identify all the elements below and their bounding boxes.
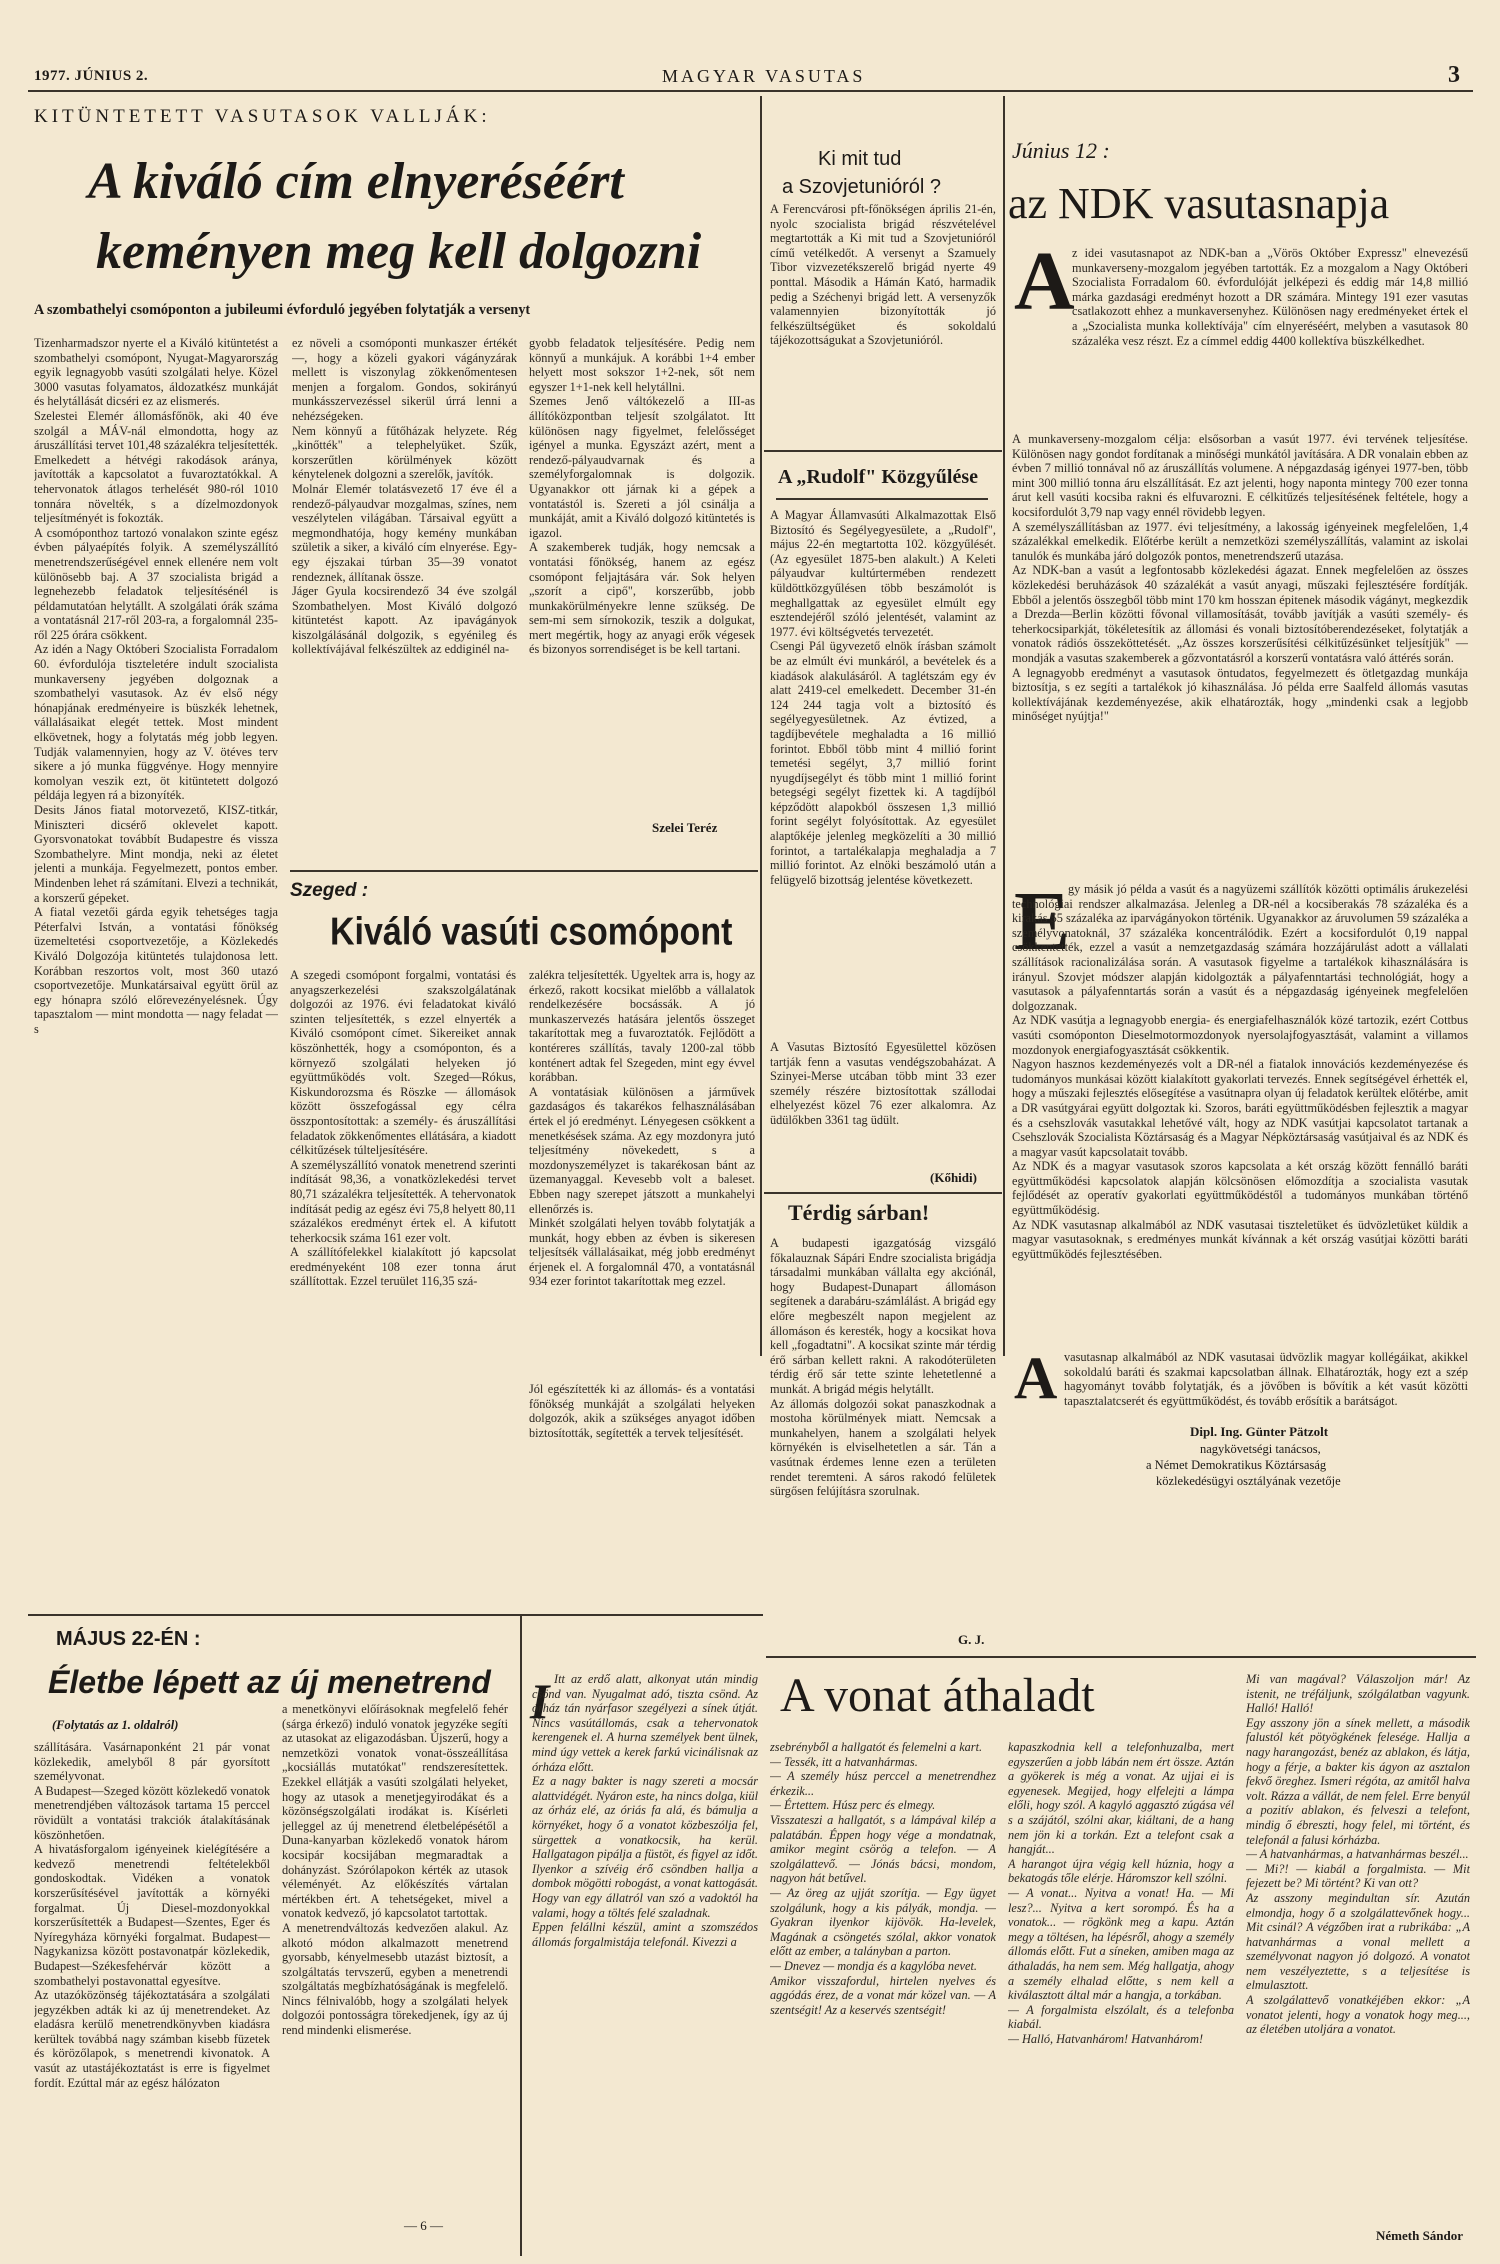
article-headline: A „Rudolf" Közgyűlése — [778, 466, 978, 488]
article-column: Tizenharmadszor nyerte el a Kiváló kitüntetést a szombathelyi csomópont, Nyugat-Magyarország egyik legnagyobb vasúti szolgálati helye. Közel 3000 vasutas folyamatos, áldozatkész munkáját és helytállását dicséri ez az elismerés. Szelestei Elemér állomásfőnök, aki 40 éve szolgál a MÁV-nál elmondotta, hogy az áruszállítási tervet 101,48 százalékra teljesítették. Emelkedett a hétvégi rakodások aránya, javították a kapcsolatot a fuvaroztatókkal. A tehervonatok átlagos terhelését 980-ról 1010 tonnára növelték, s a dízelmozdonyok teljesítményét is fokozták. A csomóponthoz tartozó vonalakon szinte egész évben pályaépítés folyik. A személyszállító menetrendszerűségével ennek ellenére nem volt különösebb baj. A 37 szocialista brigád a legnehezebb feladatok teljesítésénél is példamutatóan helytállt. A szolgálati órák száma a vontatásnál 217-ről 203-ra, a forgalomnál 235-ről 225 órára csökkent. Az idén a Nagy Októberi Szocialista Forradalom 60. évfordulója tiszteletére indult szocialista munkaverseny jegyében dolgoznak a szombathelyi vasutasok. Az év első négy hónapjának eredményeire is büszkék lehetnek, vállalásaikat elegét tettek. Most mindent elkövetnek, hogy a folytatás még jobb legyen. Tudják valamennyien, hogy az V. ötéves terv sikere a jó munka függvénye. Hogy mennyire komolyan veszik ezt, öt kitüntetett dolgozó példája legyen rá a bizonyíték. Desits János fiatal motorvezető, KISZ-titkár, Miniszteri dicsérő oklevelet kapott. Gyorsvonatokat továbbít Budapestre és vissza Szombathelyre. Mint mondja, neki az életet jelenti a munkája. Fegyelmezett, pontos ember. Mindenben lehet rá számítani. Elvezi a technikát, a korszerű gépeket. A fiatal vezetői gárda egyik tehetséges tagja Péterfalvi István, a vontatási főnökség üzemeltetési csoportvezetője, a Közlekedés Kiváló Dolgozója kitüntetés tulajdonosa lett. Korábban reszortos volt, most 360 utazó csoportvezetője. Munkatársaival együtt örül az egy hónapra szóló előrevezényelésnek. Úgy tapasztalom — mint mondotta — nagy feladat — s — [34, 336, 278, 1036]
article-headline: az NDK vasutasnapja — [1008, 179, 1390, 228]
author-signature: Dipl. Ing. Günter Pätzolt — [1190, 1424, 1329, 1439]
author-title: nagykövetségi tanácsos, — [1200, 1442, 1321, 1456]
article-column: szállítására. Vasárnaponként 21 pár vonat közlekedik, amelyből 8 pár gyorsított személyvonat. A Budapest—Szeged között közlekedő vonatok menetrendjében változások tartama 15 perccel rövidült a vontatási trakciók átalakításának köszönhetően. A hivatásforgalom igényeinek kielégítésére a kedvező menetrendi feltételekből gondoskodtak. Vidéken a vonatok korszerűsítésével javították a környéki forgalmat. Új Diesel-mozdonyokkal korszerűsítették a Budapest—Szentes, Eger és Nyíregyháza környéki forgalmat. Budapest—Nagykanizsa között postavonatpár közlekedik, Budapest—Székesfehérvár között a szombathelyi postavonattal egyesítve. Az utazóközönség tájékoztatására a szolgálati jegyzékben adták ki az új menetrendeket. Az eladásra kerülő menetrendkönyvben kiadásra kerültek továbbá nagy számban kisebb füzetek és körözőlapok, s menetrendi kivonatok. A vasút az utastájékoztatást is erre is figyelmet fordít. Ezúttal már az egész hálózaton — [34, 1740, 270, 2090]
continuation-note: (Folytatás az 1. oldalról) — [52, 1718, 179, 1732]
article-kicker: KITÜNTETETT VASUTASOK VALLJÁK: — [34, 106, 491, 127]
article-body: A Vasutas Biztosító Egyesülettel közösen tartják fenn a vasutas vendégszobaházat. A Szinyei-Merse utcában több mint 33 ezer személy részére biztosítottak szállodai elhelyezést közel 76 ezer alkalomra. Az üdülőkben 3361 tag üdült. — [770, 1040, 996, 1127]
article-column: zsebrényből a hallgatót és felemelni a kart. — Tessék, itt a hatvanhármas. — A személy húsz perccel a menetrendhez érkezik... — Értettem. Húsz perc és elmegy. Visszateszi a hallgatót, s a lámpával kilép a palatábán. Éppen hogy vége a mondatnak, amikor megint csörög a telefon. — A szolgálattevő. — Jónás bácsi, mondom, nagyon hát betűvel. — Az öreg az ujját szorítja. — Egy ügyet szolgálunk, hogy a kis pályák, mondja. — Gyakran ilyenkor kijövök. Ha-levelek, Magának a csöngetés szólal, akkor vonatok előtt az ember, a talányban a parton. — Dnevez — mondja és a kagylóba nevet. Amikor visszafordul, hirtelen nyelves és aggódás érez, de a vonat már közel van. — A szentségit! Az a keservés szentségit! — [770, 1740, 996, 2017]
page-number: 3 — [1448, 62, 1460, 88]
author-signature: G. J. — [958, 1632, 985, 1647]
article-column: kapaszkodnia kell a telefonhuzalba, mert egyszerűen a jobb lábán nem ért össze. Aztán a gyökerek is még a vonat. Az ujjai ei is egyenesek. Megijed, hogy elfelejti a lámpa előli, hogy szól. A kagyló aggasztó zúgása vél s a szájától, szólni akar, kiáltani, de a hang nem jön ki a torkán. Ezt a telefont csak a hangját... A harangot újra végig kell húznia, hogy a bekatogás tőle elérje. Háromszor kell szólni. — A vonat... Nyitva a vonat! Ha. — Mi lesz?... Nyitva a kert sorompó. És ha a vonatok... — rögkönk meg a kapu. Aztán megy a töltésen, ha lépésről, ahogy a személy állomás előtt. Fut a síneken, amiben maga az áthaladás, ha nem sem. Még hallgatja, ahogy a személy elhalad előtte, s nem kell a kiválasztott által már a hangja, a torkában. — A forgalmista elszólalt, és a telefonba kiabál. — Halló, Hatvanhárom! Hatvanhárom! — [1008, 1740, 1234, 2046]
article-column: Mi van magával? Válaszoljon már! Az istenit, ne tréfáljunk, szólgálatban vagyunk. Halló! Halló! Egy asszony jön a sínek mellett, a második falustól két pötyögkének felesége. Hallja a nagy harangozást, benéz az ablakon, és látja, hogy a férje, a bakter kis ágyon az asztalon fekvő öreghez. Ismeri régóta, az amitől halva volt. Rázza a vállát, de nem felel. Erre benyúl a pozitív ablakon, és felveszi a telefont, mindig ő ébreszti, hogy felel, mi történt, és telefonál a falusi kórházba. — A hatvanhármas, a hatvanhármas beszél... — Mi?! — kiabál a forgalmista. — Mit fejezett be? Mi történt? Ki van ott? Az asszony megindultan sír. Azután elmondja, hogy ő a szolgálattevőnek hogy... Mit csinál? A végzőben irat a rubrikába: „A hatvanhármas a vonal mellett a személyvonat nagyon jó dolgozó. A vonatot nem veszélyeztette, s a teljesítése is elmulasztott. A szolgálattevő vonatkéjében ekkor: „A vonatot jelenti, hogy a vonatok hogy meg..., az életében utoljára a vonatot. — [1246, 1672, 1470, 2037]
author-title: közlekedésügyi osztályának vezetője — [1156, 1474, 1341, 1488]
article-headline: Kiváló vasúti csomópont — [330, 910, 733, 954]
section-rule — [28, 1614, 763, 1616]
drop-cap: I — [530, 1673, 550, 1729]
article-column: Itt az erdő alatt, alkonyat után mindig csönd van. Nyugalmat adó, tiszta csönd. Az órház tán nyárfasor szegélyezi a sínek útját. Nincs vasútállomás, csak a tehervonatok kerengenek el. A hurna személyek bent ülnek, mind úgy vettek a kerek farkú vicinálisnak az órháza előtt. Ez a nagy bakter is nagy szereti a mocsár alattvidégét. Nyáron este, ha nincs dolga, kiül az órház elé, az óriás fa alá, és bámulja a környéket, hogy ő a vonatot közbeszólja fel, sürgettek a vonatkocsik, ha kerül. Hallgatagon pipálja a füstöt, és figyel az időt. Ilyenkor a szívéig érő csöndben hallja a dombok mögötti robogást, a vonat kattogását. Hogy van egy állatról van szó a vadoktól ha valami, hogy a töltés felé szaladnak. Eppen felállni készül, amint a szomszédos állomás forgalmistája telefonál. Kivezzi a — [532, 1672, 758, 1949]
article-headline: Életbe lépett az új menetrend — [48, 1664, 491, 1700]
article-subtitle: A szombathelyi csomóponton a jubileumi évforduló jegyében folytatják a versenyt — [34, 302, 531, 318]
article-paragraph: vasutasnap alkalmából az NDK vasutasai üdvözlik magyar kollégáikat, akikkel sokoldalú baráti és szakmai kapcsolatban állnak. Elhatározták, hogy ezt a szép hagyományt tovább folytatják, és a jövőben is bővítik a két vasút közötti tapasztalatcserét és együttműködést, és tovább erősítik a barátságot. — [1064, 1350, 1468, 1408]
section-rule — [290, 870, 758, 872]
column-rule — [1003, 96, 1005, 1356]
issue-date: 1977. JÚNIUS 2. — [34, 68, 149, 84]
column-rule — [760, 96, 762, 1356]
author-signature: Szelei Teréz — [652, 820, 718, 835]
column-rule — [520, 1616, 522, 2256]
drop-cap: A — [1014, 235, 1075, 328]
article-headline: Térdig sárban! — [788, 1200, 930, 1225]
article-kicker: Június 12 : — [1012, 138, 1110, 163]
newspaper-name: MAGYAR VASUTAS — [662, 66, 866, 86]
article-paragraph: z idei vasutasnapot az NDK-ban a „Vörös Október Expressz" elnevezésű munkaverseny-mozgalom jegyében tartották. Ez a mozgalom a Nagy Októberi Szocialista Forradalom 60. évfordulóját jelképezi és eddig már 14,8 millió márka gazdasági eredményt hozott a DR számára. Mintegy 191 ezer vasutas csatlakozott ehhez a munkaversenyhez. Különösen nagy eredményeket értek el a „Szocialista munka kollektívája" cím elnyeréséért, melyben a vasutasok 80 százaléka vesz részt. Ez a címmel eddig 4400 kollektíva büszkélkedhet. — [1072, 246, 1468, 348]
headline-underline — [776, 498, 988, 500]
article-body: A budapesti igazgatóság vizsgáló főkalauznak Sápári Endre szocialista brigádja társadalmi munkában vállalta egy akciónál, hogy Budapest-Dunapart állomáson segítenek a darabáru-számlálást. A brigád egy előre megbeszélt napon megjelent az állomáson és keresték, hogy a kocsikat hova kell „fogadtatni". A kocsikat szinte már térdig érő sárban kellett rakni. A rakodóterületen térdig érő sár tette szinte lehetetlenné a munkát. A brigád mégis helytállt. Az állomás dolgozói sokat panaszkodnak a mostoha körülmények miatt. Nemcsak a munkahelyen, hanem a szolgálati helyek környékén is elviselhetetlen a sár. Tán a vasútnak érdemes lenne ezen a területen rendet teremteni. A sáros rakodó felületek sürgősen felújításra szorulnak. — [770, 1236, 996, 1499]
article-column: ez növeli a csomóponti munkaszer értékét —, hogy a közeli gyakori vágányzárak mellett is viszonylag zökkenőmentesen menjen a forgalom. Gondos, sokirányú munkásszervezéssel sikerül úrrá lenni a nehézségeken. Nem könnyű a fűtőházak helyzete. Rég „kinőtték" a telephelyüket. Szűk, korszerűtlen körülmények között kénytelenek dolgozni a szerelők, javítók. Molnár Elemér tolatásvezető 17 éve él a rendező-pályaudvar mozgalmas, színes, nem veszélytelen világában. Társaival együtt a megmondhatója, hogy kemény munkában születik a siker, a kiváló cím elnyerése. Egy-egy éjszakai túrban 35—39 vonatot rendeznek, állítanak össze. Jáger Gyula kocsirendező 34 éve szolgál Szombathelyen. Most Kiváló dolgozó kitüntetést kapott. Az ipavágányok kiszolgálásánál dolgozik, s egyénileg és kollektívájával felkészültek az eddiginél na- — [292, 336, 517, 657]
section-rule — [764, 1192, 1002, 1194]
article-column: gyobb feladatok teljesítésére. Pedig nem könnyű a munkájuk. A korábbi 1+4 ember helyett most sokszor 1+2-nek, sőt nem egyszer 1+1-nek kell helytállni. Szemes Jenő váltókezelő a III-as állítóközpontban teljesít szolgálatot. Itt különösen nagy figyelmet, felelősséget igényel a munka. Egyszázt azért, ment a rendező-pályaudvarnak és a személyforgalomnak is dolgozik. Ugyanakkor ott járnak ki a gépek a vontatástól is. Szereti a jól csinálja a munkáját, amit a Kiváló dolgozó kitüntetés is igazol. A szakemberek tudják, hogy nemcsak a vontatási főnökség, hanem az egész csomópont feljajtására vár. Sok helyen „szorít a cipő", korszerűbb, jobb munkakörülményekre lenne szükség. De sem-mi sem sírnokozik, teszik a dolgukat, mert megértik, hogy az anyagi erők végesek és bizonyos sorrendiséget is be kell tartani. — [529, 336, 755, 657]
section-rule — [766, 1656, 1476, 1658]
article-kicker: Szeged : — [290, 880, 369, 901]
author-signature: Németh Sándor — [1376, 2228, 1464, 2243]
article-headline-line2: keményen meg kell dolgozni — [96, 223, 702, 280]
article-column: zalékra teljesítették. Ugyeltek arra is, hogy az érkező, rakott kocsikat mielőbb a vállalatok rendelkezésére bocsássák. A jó munkaszervezés hatására jelentős összeget takarítottak meg a fuvaroztatók. Fejlődött a kontéreres szállítás, tavaly 1200-zal több konténert adtak fel Szegeden, mint egy évvel korábban. A vontatásiak különösen a járművek gazdaságos és takarékos felhasználásában értek el jó eredményt. Lényegesen csökkent a menetkésések száma. Az egy mozdonyra jutó teljesítmény növekedett, s a mozdonyszemélyzet is takarékosan bánt az üzemanyaggal. Kevesebb volt a baleset. Ebben nagy szerepet játszott a munkahelyi ellenőrzés is. Minkét szolgálati helyen tovább folytatják a munkát, hogy ebben az évben is sikeresen teljesítsék vállalásaikat, még jobb eredményt érjenek el. A forgalomnál 470, a vontatásnál 934 ezer forintot takarítottak meg ezzel. — [529, 968, 755, 1289]
article-headline-line1: A kiváló cím elnyeréséért — [88, 153, 624, 210]
article-paragraph: gy másik jó példa a vasút és a nagyüzemi szállítók közötti optimális árukezelési technológiai rendszer alkalmazása. Jelenleg a DR-nél a kocsiberakás 78 százaléka és a kirakás 55 százaléka az iparvágányokon történik. Ugyanakkor az áruvolumen 59 százaléka a személyvonatoknál, 37 százaléka koncentrálódik. Ezért a kocsifordulót 0,19 nappal csökkentették, ezzel a vasút a nemzetgazdaság számára hozzájárulást adott a vállalati szállítások racionalizálása során. A vasutasok figyelme a tartalékok kihasználására is irányul. Szovjet módszer alapján kidolgozták a pályafenntartási technológiát, hogy a vasutasok a pályafenntartás során a vasút és a népgazdaság igényeinek megfelelően dolgozzanak. Az NDK vasútja a legnagyobb energia- és energiafelhasználók közé tartozik, ezért Cottbus vasúti csomóponton Dieselmotormozdonyok nyersolajfogyasztását, valamint a villamos mozdonyok energiafogyasztását csökkentik. Nagyon hasznos kezdeményezés volt a DR-nél a fiatalok innovációs kezdeményezése és tudományos munkásai között kialakított gyakorlati tervezés. Ennek segítségével érhették el, hogy a műszaki fejlesztés elősegítése a vasútnapra olyan új feladatok kerültek előtérbe, amit a DR vasútgyárai együtt dolgoztak ki. Szoros, baráti együttműködésben fejlesztik a magyar és a csehszlovák vasutakkal lehetővé vált, hogy az NDK vasútjai kapcsolatot tartanak a Csehszlovák Szocialista Köztársaság és a Magyar Népköztársaság vasútjaival és az NDK és a magyar vasút kapcsolatait tovább. Az NDK és a magyar vasutasok szoros kapcsolata a két ország között fennálló baráti együttműködési kapcsolatok alapján kölcsönösen előmozdítja a szocialista vasutak fejlődését az operatív gyakorlati együttműködéstől a tudományos munkában történő együttműködésig. Az NDK vasutasnap alkalmából az NDK vasutasai tiszteletüket és üdvözletüket küldik a magyar vasutasoknak, s eredményes munkát kívánnak a két ország vasútjai közötti baráti együttműködés fejlesztésében. — [1012, 882, 1468, 1261]
article-paragraph: A munkaverseny-mozgalom célja: elsősorban a vasút 1977. évi tervének teljesítése. Különösen nagy gondot fordítanak a minőségi munkától javítására. A DR vonalain ebben az évben 7 millió tonnával nő az áruszállítás volumene. A népgazdaság igényei 1977-ben, több mint 300 millió tonna áru elszállítását. Ez azt jelenti, hogy naponta mintegy 700 ezer tonna árut kell vasúti kocsiba rakni és elfuvarozni. E célkitűzés teljesítésének feltétele, hogy a kocsifordulót 3,79 nap vagy ennél rövidebb legyen. A személyszállításban az 1977. évi teljesítmény, a lakosság igényeinek megfelelően, 1,4 százalékkal emelkedik. Előtérbe került a nemzetközi személyszállítás, valamint az iskolai tanulók és munkába járó dolgozók pontos, menetrendszerű utazása. Az NDK-ban a vasút a legfontosabb közlekedési ágazat. Ennek megfelelően az összes közlekedési beruházások 40 százalékát a vasút anyagi, műszaki fejlesztésére fordítják. Ebből a jelentős összegből több mint 170 km hosszan épitenek második vágányt, megkezdik a Drezda—Berlin közötti fővonal villamosítását, tovább javítják a vasúti személy- és teherkocsiparkját, tökéletesítik az állomási és vonali biztosítóberendezéseket, folytatják a vonatok rádiós összeköttetését. „Az összes korszerűsítési célkitűzésünket teljesítjük" — mondják a vasutas szakemberek a gőzvontatásról a korszerű vontatásra való áttérés során. A legnagyobb eredményt a vasutasok öntudatos, fegyelmezett és ötletgazdag munkája biztosítja, s ez segíti a tartalékok jó kihasználása. Jó példa erre Saalfeld állomás vasutas kollektívájának kezdeményezése, akik elhatározták, hogy „mindenki csak a legjobb minőséget nyújtja!" — [1012, 432, 1468, 724]
article-headline: Ki mit tud — [818, 148, 902, 170]
article-column: a menetkönyvi előírásoknak megfelelő fehér (sárga érkező) induló vonatok jegyzéke segíti az utasokat az eligazodásban. Újszerű, hogy a nemzetközi vonatok vonat-összeállítása „kocsiállás mutatókat" rendszeresítettek. Ezekkel ellátják a vasúti szolgálati helyeket, hogy az utasok a menetjegyirodákat és a közönségszolgálati irodákat is. Kísérleti jelleggel az új menetrend életbelépésétől a Duna-kanyarban közlekedő vonatok három kocsipár kocsijában megmaradtak a dohányzást. Szórólapokon kérték az utasok véleményét. Az előkészítés vártalan mértékben ért. A tehetségeket, mivel a vonatok kedvező, jó kapcsolatot tartottak. A menetrendváltozás kedvezően alakul. Az alkotó módon alkalmazott menetrend gyorsabb, kényelmesebb utazást biztosít, a szolgáltatás tervszerű, egyben a menetrendi szolgáltatás megbízhatóságának is megfelelő. Nincs félnivalóbb, hogy a szolgálati helyek dolgozói pontosságra törekedjenek, így az új rend mindenki elismerése. — [282, 1702, 508, 2038]
author-signature: (Kőhidi) — [930, 1170, 977, 1185]
drop-cap: A — [1014, 1345, 1058, 1411]
article-column: A szegedi csomópont forgalmi, vontatási és anyagszerkezelési szakszolgálatának dolgozói az 1976. évi feladatokat kiváló szinten teljesítették, s ezzel elnyerték a Kiváló csomópont címet. Sikereiket annak köszönhették, hogy a csomóponton, és a környező szolgálati helyeken jó együttműködés volt. Szeged—Rókus, Kiskundorozsma és Röszke — állomások között összefogással egy célra összpontosítottak: a személy- és áruszállítási feladatok zökkenőmentes ellátására, a kiadott célkitűzések túlteljesítésére. A személyszállító vonatok menetrend szerinti indítását 98,36, a vonatközlekedési tervet 80,71 százalékra teljesítették. A tehervonatok indítását pedig az egész évi 75,8 helyett 80,11 százalékos eredményt értek el. A kifutott teherkocsik száma 161 ezer volt. A szállítófelekkel kialakított jó kapcsolat eredményeként 108 ezer tonna árut szállítottak. Ezzel teruület 116,35 szá- — [290, 968, 516, 1289]
author-title: a Német Demokratikus Köztársaság — [1146, 1458, 1327, 1472]
article-headline: A vonat áthaladt — [780, 1669, 1095, 1722]
section-rule — [764, 450, 1002, 452]
article-body: A Ferencvárosi pft-főnökségen április 21-én, nyolc szocialista brigád részvételével megtartották a Ki mit tud a Szovjetunióról című vetélkedőt. A versenyt a Szamuely Tibor vizvezetékszerelő brigád nyerte 49 ponttal. Második a Hámán Kató, harmadik pedig a Széchenyi brigád lett. A versenyzők valamennyien bizonyították jó felkészültségüket és sokoldalú tájékozottságukat a Szovjetunióról. — [770, 202, 996, 348]
article-headline: a Szovjetunióról ? — [782, 176, 941, 198]
page-number-footer: — 6 — — [404, 2218, 443, 2233]
article-column: Jól egészítették ki az állomás- és a vontatási főnökség munkáját a szolgálati helyeken dolgozók, akik a szükséges anyagot időben biztosították, segítették a tervek teljesítését. — [529, 1382, 755, 1440]
masthead-rule — [28, 90, 1473, 92]
article-body: A Magyar Államvasúti Alkalmazottak Első Biztosító és Segélyegyesülete, a „Rudolf", május 22-én megtartotta 102. közgyűlését. (Az egyesület 1875-ben alakult.) A Keleti pályaudvar kultúrtermében rendezett küldöttközgyűlésen több beszámolót is meghallgattak az egyesület elmúlt egy esztendejéről szóló jelentését, valamint az 1977. évi költségvetés tervezetét. Csengi Pál ügyvezető elnök írásban számolt be az elmúlt évi munkáról, a bevételek és a kiadások alakulásáról. A taglétszám egy év alatt 2419-cel emelkedett. December 31-én 124 244 tagja volt a biztosító és segélyegyesületnek. Az évtized, a tagdíjbevétele meghaladta a 16 millió forintot. Ebből több mint 4 millió forint temetési segélyt, 3,7 millió forint nyugdíjsegélyt és több mint 1 millió forint betegségi segélyt fizettek ki. A tagdíjból képződött alapokból összesen 1,3 millió forint segélyt folyósítottak. Az egyesület alaptőkéje jelenleg megközelíti a 30 millió forintot, a tartalékalapja meghaladja a 7 millió forintot. Az elnöki beszámoló után a felügyelő bizottság jelentése következett. — [770, 508, 996, 887]
article-kicker: MÁJUS 22-ÉN : — [56, 1628, 201, 1650]
drop-cap: E — [1014, 875, 1071, 968]
